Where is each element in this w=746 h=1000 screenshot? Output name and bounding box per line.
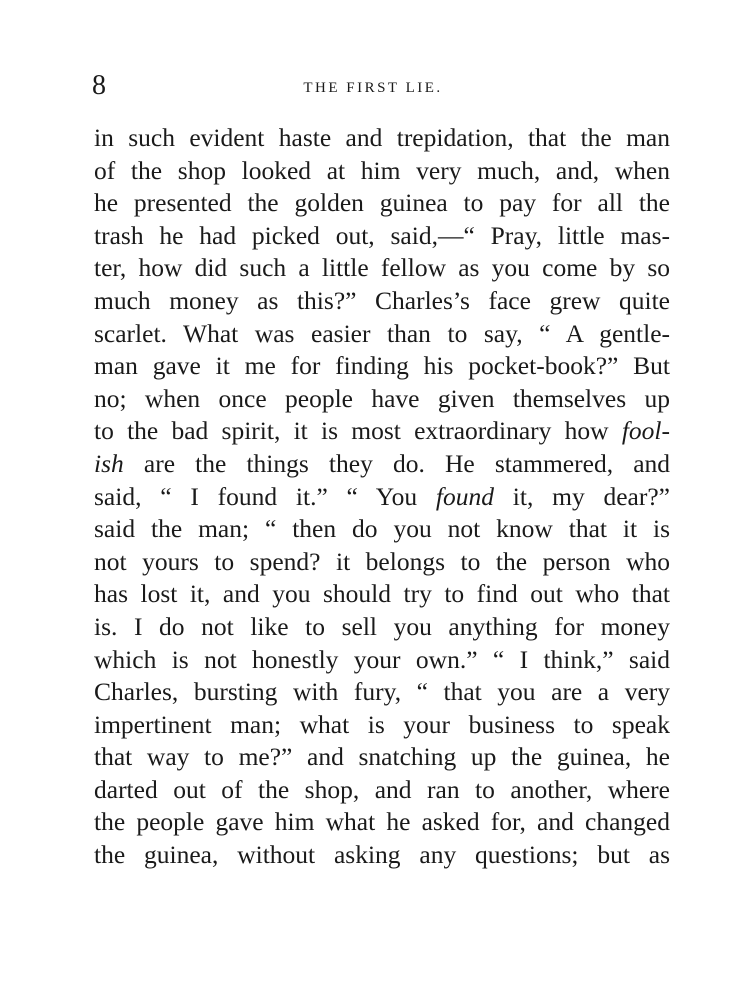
- text-segment: to the bad spirit, it is most extraordinary how: [94, 416, 609, 446]
- text-segment: said, “ I found it.” “ You: [94, 481, 418, 511]
- text-line: [94, 448, 670, 481]
- text-line: in such evident haste and trepidation, that the man: [94, 123, 670, 152]
- text-line: [94, 481, 670, 514]
- text-line: not yours to spend? it belongs to the person who: [94, 546, 670, 576]
- text-line: has lost it, and you should try to find out who that: [94, 579, 670, 609]
- text-line: man gave it me for finding his pocket-book?” But: [94, 351, 670, 381]
- text-line: much money as this?” Charles’s face grew quite: [94, 285, 670, 315]
- text-line: the guinea, without asking any questions; but as: [94, 840, 670, 870]
- text-line: trash he had picked out, said,—“ Pray, little mas-: [94, 220, 670, 250]
- text-line: no; when once people have given themselves up: [94, 383, 670, 413]
- italic-word: found: [435, 481, 494, 511]
- italic-word: fool-: [621, 416, 671, 446]
- text-segment: it, my dear?”: [512, 481, 671, 511]
- text-line: said the man; “ then do you not know that it is: [94, 514, 670, 544]
- page-number: 8: [92, 70, 106, 101]
- text-line: impertinent man; what is your business to speak: [94, 709, 670, 739]
- text-line: scarlet. What was easier than to say, “ A gentle-: [94, 318, 670, 348]
- italic-word: ish: [94, 448, 124, 478]
- text-line: ter, how did such a little fellow as you come by so: [94, 253, 670, 283]
- text-line: [94, 415, 670, 448]
- text-line: darted out of the shop, and ran to another, where: [94, 774, 670, 804]
- text-line: the people gave him what he asked for, and changed: [94, 807, 670, 837]
- body-text: [94, 122, 670, 872]
- text-line: is. I do not like to sell you anything for money: [94, 611, 670, 641]
- text-line: Charles, bursting with fury, “ that you are a very: [94, 677, 670, 707]
- text-line: of the shop looked at him very much, and, when: [94, 155, 670, 185]
- text-line: which is not honestly your own.” “ I think,” said: [94, 644, 670, 674]
- text-line: that way to me?” and snatching up the guinea, he: [94, 742, 670, 772]
- text-segment: are the things they do. He stammered, and: [143, 448, 671, 478]
- text-line: he presented the golden guinea to pay for all the: [94, 188, 670, 218]
- running-title: THE FIRST LIE.: [303, 80, 443, 96]
